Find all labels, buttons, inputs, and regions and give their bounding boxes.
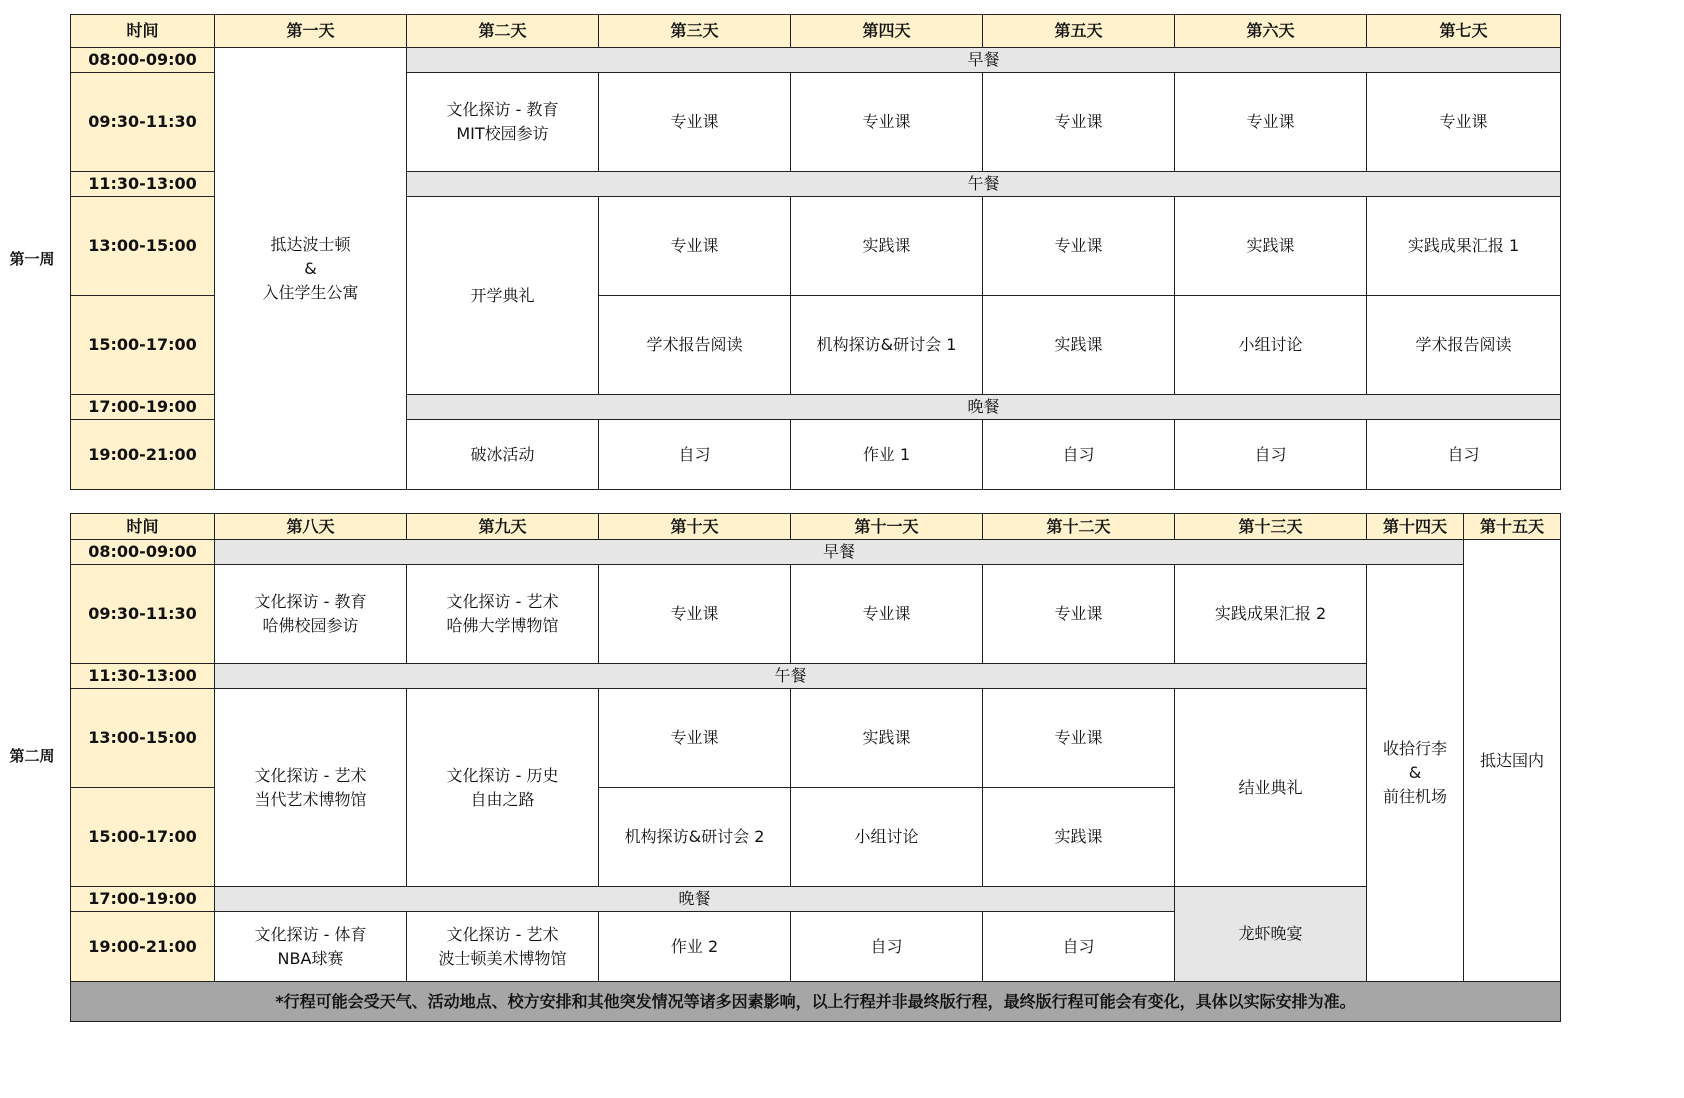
opening-ceremony-cell: 开学典礼 bbox=[407, 197, 599, 395]
time-slot: 19:00-21:00 bbox=[71, 420, 215, 490]
time-slot: 19:00-21:00 bbox=[71, 912, 215, 982]
activity-cell: 专业课 bbox=[791, 565, 983, 664]
activity-cell: 小组讨论 bbox=[1175, 296, 1367, 395]
header-day: 第十天 bbox=[599, 514, 791, 540]
activity-cell: 实践课 bbox=[791, 689, 983, 788]
time-slot: 17:00-19:00 bbox=[71, 887, 215, 912]
table-row bbox=[71, 565, 1561, 664]
header-day: 第七天 bbox=[1367, 15, 1561, 48]
activity-cell: 实践课 bbox=[983, 296, 1175, 395]
header-day: 第十三天 bbox=[1175, 514, 1367, 540]
activity-cell: 小组讨论 bbox=[791, 788, 983, 887]
activity-cell: 文化探访 - 历史 自由之路 bbox=[407, 689, 599, 887]
breakfast-cell: 早餐 bbox=[407, 48, 1561, 73]
time-slot: 15:00-17:00 bbox=[71, 788, 215, 887]
table-row bbox=[71, 689, 1561, 788]
activity-cell: 专业课 bbox=[983, 565, 1175, 664]
activity-cell: 作业 1 bbox=[791, 420, 983, 490]
header-row bbox=[71, 514, 1561, 540]
week-1-label: 第一周 bbox=[9, 250, 55, 268]
activity-cell: 文化探访 - 体育 NBA球赛 bbox=[215, 912, 407, 982]
activity-cell: 实践课 bbox=[791, 197, 983, 296]
header-day: 第十四天 bbox=[1367, 514, 1464, 540]
activity-cell: 文化探访 - 教育 哈佛校园参访 bbox=[215, 565, 407, 664]
time-slot: 09:30-11:30 bbox=[71, 73, 215, 172]
activity-cell: 自习 bbox=[983, 420, 1175, 490]
table-row bbox=[71, 664, 1561, 689]
activity-cell: 文化探访 - 教育 MIT校园参访 bbox=[407, 73, 599, 172]
activity-cell: 文化探访 - 艺术 哈佛大学博物馆 bbox=[407, 565, 599, 664]
time-slot: 13:00-15:00 bbox=[71, 197, 215, 296]
time-slot: 08:00-09:00 bbox=[71, 540, 215, 565]
header-day: 第一天 bbox=[215, 15, 407, 48]
activity-cell: 机构探访&研讨会 1 bbox=[791, 296, 983, 395]
activity-cell: 自习 bbox=[1175, 420, 1367, 490]
activity-cell: 专业课 bbox=[599, 73, 791, 172]
activity-cell: 作业 2 bbox=[599, 912, 791, 982]
time-slot: 17:00-19:00 bbox=[71, 395, 215, 420]
time-slot: 08:00-09:00 bbox=[71, 48, 215, 73]
breakfast-cell: 早餐 bbox=[215, 540, 1464, 565]
activity-cell: 文化探访 - 艺术 当代艺术博物馆 bbox=[215, 689, 407, 887]
header-time: 时间 bbox=[71, 15, 215, 48]
graduation-cell: 结业典礼 bbox=[1175, 689, 1367, 887]
activity-cell: 学术报告阅读 bbox=[599, 296, 791, 395]
header-time: 时间 bbox=[71, 514, 215, 540]
day-1-arrival-cell: 抵达波士顿 & 入住学生公寓 bbox=[215, 48, 407, 490]
activity-cell: 实践课 bbox=[983, 788, 1175, 887]
header-day: 第五天 bbox=[983, 15, 1175, 48]
week-2-schedule-table bbox=[70, 513, 1561, 1022]
header-day: 第四天 bbox=[791, 15, 983, 48]
activity-cell: 自习 bbox=[599, 420, 791, 490]
activity-cell: 专业课 bbox=[599, 689, 791, 788]
day-15-arrival-cell: 抵达国内 bbox=[1464, 540, 1561, 982]
packing-cell: 收拾行李 & 前往机场 bbox=[1367, 565, 1464, 982]
table-row bbox=[71, 540, 1561, 565]
table-row bbox=[71, 887, 1561, 912]
week-1-schedule-table bbox=[70, 14, 1561, 490]
activity-cell: 专业课 bbox=[1367, 73, 1561, 172]
activity-cell: 专业课 bbox=[983, 73, 1175, 172]
activity-cell: 专业课 bbox=[983, 689, 1175, 788]
activity-cell: 实践课 bbox=[1175, 197, 1367, 296]
activity-cell: 专业课 bbox=[791, 73, 983, 172]
header-day: 第十一天 bbox=[791, 514, 983, 540]
activity-cell: 文化探访 - 艺术 波士顿美术博物馆 bbox=[407, 912, 599, 982]
time-slot: 11:30-13:00 bbox=[71, 172, 215, 197]
activity-cell: 自习 bbox=[1367, 420, 1561, 490]
time-slot: 15:00-17:00 bbox=[71, 296, 215, 395]
activity-cell: 破冰活动 bbox=[407, 420, 599, 490]
activity-cell: 自习 bbox=[983, 912, 1175, 982]
lobster-dinner-cell: 龙虾晚宴 bbox=[1175, 887, 1367, 982]
table-row bbox=[71, 48, 1561, 73]
header-day: 第十五天 bbox=[1464, 514, 1561, 540]
lunch-cell: 午餐 bbox=[407, 172, 1561, 197]
table-row bbox=[71, 982, 1561, 1022]
header-day: 第十二天 bbox=[983, 514, 1175, 540]
header-row bbox=[71, 15, 1561, 48]
activity-cell: 专业课 bbox=[599, 197, 791, 296]
activity-cell: 实践成果汇报 1 bbox=[1367, 197, 1561, 296]
activity-cell: 专业课 bbox=[599, 565, 791, 664]
lunch-cell: 午餐 bbox=[215, 664, 1367, 689]
header-day: 第二天 bbox=[407, 15, 599, 48]
week-2-label: 第二周 bbox=[9, 747, 55, 765]
time-slot: 13:00-15:00 bbox=[71, 689, 215, 788]
activity-cell: 专业课 bbox=[1175, 73, 1367, 172]
time-slot: 11:30-13:00 bbox=[71, 664, 215, 689]
activity-cell: 学术报告阅读 bbox=[1367, 296, 1561, 395]
activity-cell: 专业课 bbox=[983, 197, 1175, 296]
dinner-cell: 晚餐 bbox=[407, 395, 1561, 420]
dinner-cell: 晚餐 bbox=[215, 887, 1175, 912]
activity-cell: 机构探访&研讨会 2 bbox=[599, 788, 791, 887]
header-day: 第三天 bbox=[599, 15, 791, 48]
activity-cell: 实践成果汇报 2 bbox=[1175, 565, 1367, 664]
header-day: 第六天 bbox=[1175, 15, 1367, 48]
disclaimer-note: *行程可能会受天气、活动地点、校方安排和其他突发情况等诸多因素影响，以上行程并非最终版行程，最终版行程可能会有变化，具体以实际安排为准。 bbox=[71, 982, 1561, 1022]
header-day: 第九天 bbox=[407, 514, 599, 540]
time-slot: 09:30-11:30 bbox=[71, 565, 215, 664]
activity-cell: 自习 bbox=[791, 912, 983, 982]
header-day: 第八天 bbox=[215, 514, 407, 540]
